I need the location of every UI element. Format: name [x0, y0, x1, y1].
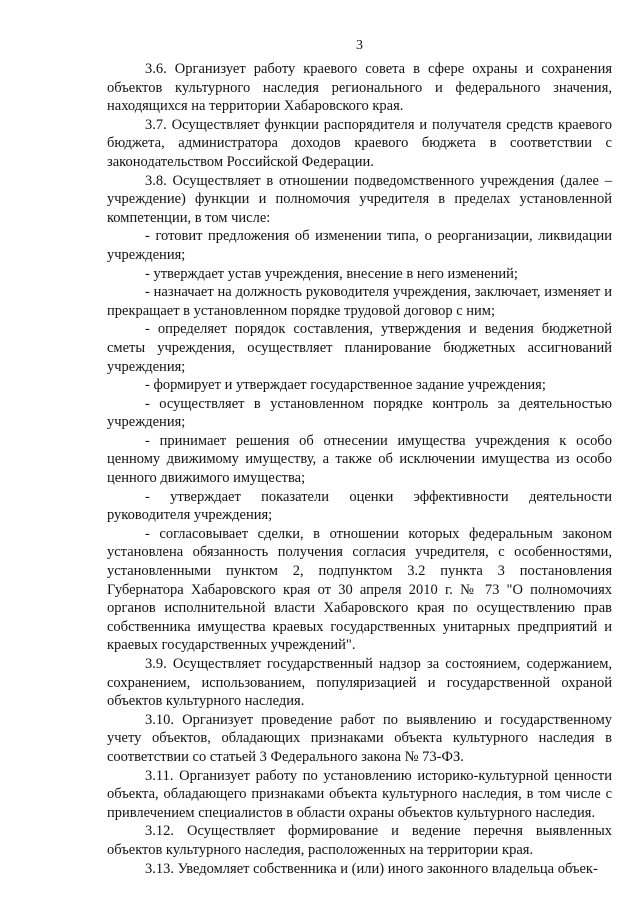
paragraph-3-11: 3.11. Организует работу по установлению историко-культурной ценности объекта, обладающего признаками объекта культурного наследия, в том числе с привлечением специалистов в области охраны объектов культурного наследия. — [107, 767, 612, 821]
document-body — [107, 60, 612, 878]
paragraph-3-7: 3.7. Осуществляет функции распорядителя и получателя средств краевого бюджета, администратора доходов краевого бюджета в соответствии с законодательством Российской Федерации. — [107, 116, 612, 170]
list-item-state-task: - формирует и утверждает государственное задание учреждения; — [145, 377, 546, 394]
paragraph-3-13: 3.13. Уведомляет собственника и (или) иного законного владельца объек- — [145, 860, 598, 877]
list-item-efficiency: - утверждает показатели оценки эффективности деятельности руководителя учреждения; — [107, 488, 612, 524]
list-item-reorganization: - готовит предложения об изменении типа, о реорганизации, ликвидации учреждения; — [107, 228, 612, 263]
page-number: 3 — [356, 38, 363, 53]
list-item-budget-estimate: - определяет порядок составления, утверждения и ведения бюджетной сметы учреждения, осуществляет планирование бюджетных ассигнований учреждения; — [107, 321, 612, 375]
paragraph-3-12: 3.12. Осуществляет формирование и ведение перечня выявленных объектов культурного наследия, расположенных на территории края. — [107, 823, 612, 858]
list-item-transactions: - согласовывает сделки, в отношении которых федеральным законом установлена обязанность получения согласия учредителя, с особенностями, установленными пунктом 2, подпунктом 3.2 пункта 3 постановления Губернатора Хабаровского края от 30 апреля 2010 г. № 73 "О полномочиях органов исполнительной власти Хабаровского края по осуществлению прав собственника имущества краевых государственных унитарных предприятий и краевых государственных учреждений". — [107, 525, 612, 654]
paragraph-3-6: 3.6. Организует работу краевого совета в сфере охраны и сохранения объектов культурного наследия регионального и федерального значения, находящихся на территории Хабаровского края. — [107, 61, 612, 115]
paragraph-3-10: 3.10. Организует проведение работ по выявлению и государственному учету объектов, обладающих признаками объекта культурного наследия в соответствии со статьей 3 Федерального закона № 73-ФЗ. — [107, 711, 612, 765]
list-item-control: - осуществляет в установленном порядке контроль за деятельностью учреждения; — [107, 395, 612, 431]
list-item-appoint-head: - назначает на должность руководителя учреждения, заключает, изменяет и прекращает в установленном порядке трудовой договор с ним; — [107, 284, 612, 319]
paragraph-3-9: 3.9. Осуществляет государственный надзор за состоянием, содержанием, сохранением, использованием, популяризацией и государственной охраной объектов культурного наследия. — [107, 656, 612, 710]
paragraph-3-8: 3.8. Осуществляет в отношении подведомственного учреждения (далее – учреждение) функции и полномочия учредителя в пределах установленной компетенции, в том числе: — [107, 172, 612, 226]
list-item-charter: - утверждает устав учреждения, внесение в него изменений; — [145, 265, 518, 282]
list-item-property: - принимает решения об отнесении имущества учреждения к особо ценному движимому имуществу, а также об исключении имущества из особо ценного движимого имущества; — [107, 432, 612, 487]
